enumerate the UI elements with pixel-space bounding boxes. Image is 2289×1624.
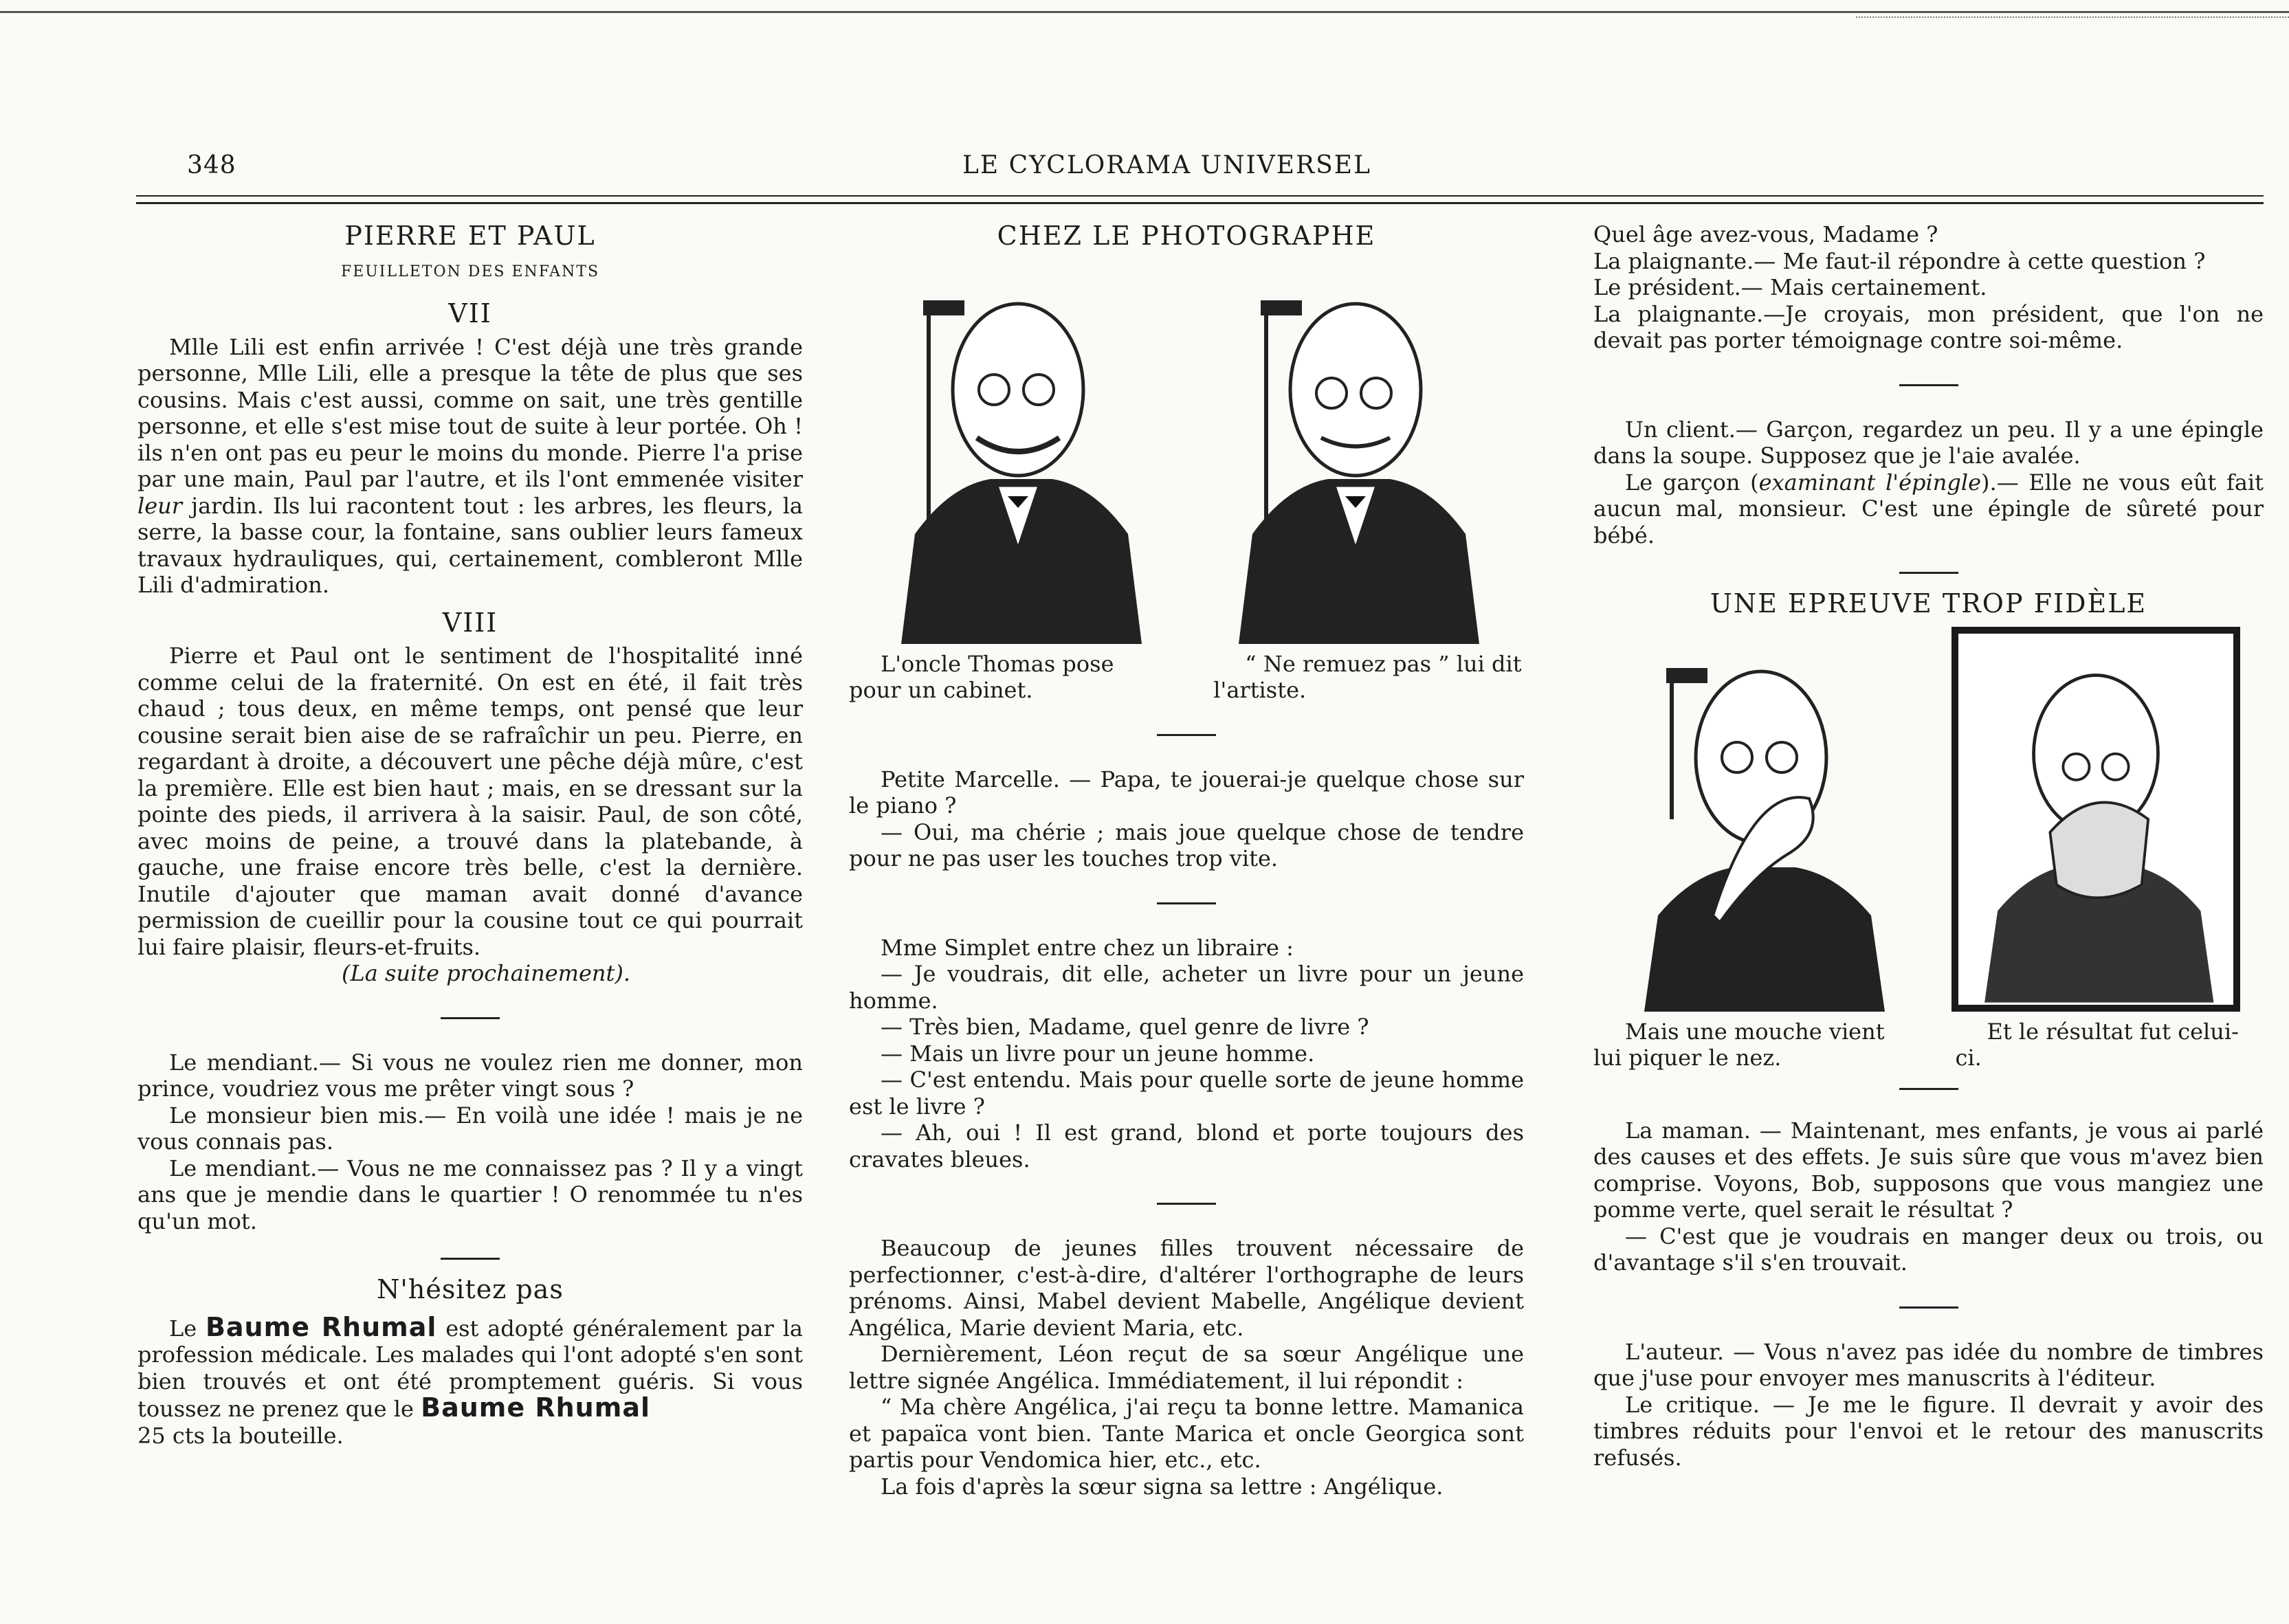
caption-row: [1593, 1019, 2264, 1071]
anecdote-line: Le monsieur bien mis.— En voilà une idée ! mais je ne vous connais pas.: [137, 1102, 803, 1155]
anecdote-line: Le président.— Mais certainement.: [1593, 274, 1987, 300]
anecdote-line: “ Ma chère Angélica, j'ai reçu ta bonne lettre. Mamanica et papaïca vont bien. Tante Marica et oncle Georgica sont partis pour Vendomica hier, etc., etc.: [849, 1394, 1524, 1473]
anecdote-line: Petite Marcelle. — Papa, te jouerai-je quelque chose sur le piano ?: [849, 766, 1524, 819]
text-run: Le garçon (: [1625, 469, 1759, 496]
chapter-paragraph: Pierre et Paul ont le sentiment de l'hospitalité inné comme celui de la fraternité. On est en été, il fait très chaud ; tous deux, en même temps, ont pensé que leur cousine serait bien aise de se rafraîchir un peu. Pierre, en regardant à droite, a découvert une pêche déjà mûre, c'est la première. Elle est bien haut ; mais, en se dressant sur la pointe des pieds, il arrivera à la saisir. Paul, de son côté, avec moins de peine, a trouvé dans la platebande, à gauche, une fraise encore très belle, c'est la dernière. Inutile d'ajouter que maman avait donné d'avance permission de cueillir pour la cousine tout ce qui pourrait lui faire plaisir, fleurs-et-fruits.: [137, 643, 803, 960]
brand-name: Baume Rhumal: [205, 1311, 437, 1342]
brand-name: Baume Rhumal: [421, 1392, 650, 1423]
anecdote-line: La plaignante.—Je croyais, mon président, que l'on ne devait pas porter témoignage contre soi-même.: [1593, 300, 2264, 353]
anecdote-line: L'auteur. — Vous n'avez pas idée du nombre de timbres que j'use pour envoyer mes manuscrits à l'éditeur.: [1593, 1338, 2264, 1391]
column-left: [137, 221, 803, 1449]
text-run: ).— Elle ne vous eût fait aucun mal, monsieur. C'est une épingle de sûreté pour bébé.: [1593, 469, 2264, 548]
anecdote-line: La fois d'après la sœur signa sa lettre : Angélique.: [881, 1473, 1444, 1500]
anecdote-line: Un client.— Garçon, regardez un peu. Il y a une épingle dans la soupe. Supposez que je l'aie avalée.: [1593, 416, 2264, 469]
man-with-fly-illustration: [1617, 627, 1905, 1012]
anecdote-line: Beaucoup de jeunes filles trouvent nécessaire de perfectionner, c'est-à-dire, d'altérer l'orthographe de leurs prénoms. Ainsi, Mabel devient Mabelle, Angélique devient Angélica, Marie devient Maria, etc.: [849, 1235, 1524, 1341]
separator: [1899, 1088, 1958, 1090]
top-dotted-rule: [1856, 16, 2289, 18]
column-right: [1593, 221, 2264, 1471]
anecdote-line: Mme Simplet entre chez un libraire :: [881, 934, 1294, 961]
illustration-row: [849, 259, 1524, 644]
chapter-heading: VII: [448, 298, 492, 329]
anecdote-line: Le critique. — Je me le figure. Il devrait y avoir des timbres réduits pour l'envoi et le retour des manuscrits refusés.: [1593, 1391, 2264, 1471]
header-rule-double: [136, 202, 2264, 204]
separator: [441, 1258, 500, 1260]
anecdote-line: Quel âge avez-vous, Madame ?: [1593, 221, 1938, 247]
italic-run: leur: [137, 492, 183, 519]
separator: [1157, 1203, 1216, 1205]
caption-left: L'oncle Thomas pose pour un cabinet.: [849, 650, 1114, 703]
separator: [1899, 1306, 1958, 1309]
advert-text: [137, 1311, 804, 1423]
caption-left: Mais une mouche vient lui piquer le nez.: [1593, 1018, 1885, 1071]
separator: [1899, 572, 1958, 574]
separator: [1157, 902, 1216, 904]
anecdote-line: — C'est entendu. Mais pour quelle sorte de jeune homme est le livre ?: [849, 1067, 1524, 1120]
anecdote-line: Le mendiant.— Vous ne me connaissez pas ? Il y a vingt ans que je mendie dans le quartier ! O renommée tu n'es qu'un mot.: [137, 1155, 803, 1234]
story-subtitle: FEUILLETON DES ENFANTS: [340, 263, 600, 280]
caption-right: Et le résultat fut celui-ci.: [1955, 1018, 2239, 1071]
page-number: 348: [187, 151, 236, 179]
anecdote-line: — Oui, ma chérie ; mais joue quelque chose de tendre pour ne pas user les touches trop vite.: [849, 819, 1524, 871]
text-run: est adopté généralement par la profession médicale. Les malades qui l'ont adopté s'en sont bien trouvés et ont été promptement guéris. Si vous toussez ne prenez que le: [137, 1315, 804, 1422]
section-title: CHEZ LE PHOTOGRAPHE: [997, 221, 1376, 251]
anecdote-line: Dernièrement, Léon reçut de sa sœur Angélique une lettre signée Angélica. Immédiatement, il lui répondit :: [849, 1341, 1524, 1394]
text-run: Mlle Lili est enfin arrivée ! C'est déjà une très grande personne, Mlle Lili, elle a presque la tête de plus que ses cousins. Mais c'est aussi, comme on sait, une très gentille personne, et elle s'est mise tout de suite à leur portée. Oh ! ils n'en ont pas eu peur le moins du monde. Pierre l'a prise par une main, Paul par l'autre, et ils l'ont emmenée visiter: [137, 333, 803, 492]
column-middle: [849, 221, 1524, 1500]
advert-heading: N'hésitez pas: [377, 1274, 564, 1304]
chapter-heading: VIII: [442, 607, 498, 638]
continued-note: (La suite prochainement).: [341, 960, 631, 986]
anecdote-line: — Je voudrais, dit elle, acheter un livre pour un jeune homme.: [849, 961, 1524, 1014]
header-rule: [136, 195, 2264, 197]
separator: [1899, 384, 1958, 386]
running-title: LE CYCLORAMA UNIVERSEL: [962, 151, 1371, 179]
anecdote-line: La plaignante.— Me faut-il répondre à cette question ?: [1593, 247, 2206, 274]
anecdote-line: — C'est que je voudrais en manger deux ou trois, ou d'avantage s'il s'en trouvait.: [1593, 1223, 2264, 1276]
blurred-photo-illustration: [1951, 627, 2240, 1012]
advert-price: 25 cts la bouteille.: [137, 1422, 344, 1449]
text-run: Le: [169, 1315, 206, 1342]
anecdote-line: — Mais un livre pour un jeune homme.: [881, 1040, 1315, 1067]
text-run: jardin. Ils lui racontent tout : les arbres, les fleurs, la serre, la basse cour, la fontaine, sans oublier leurs fameux travaux hydrauliques, qui, certainement, combleront Mlle Lili d'admiration.: [137, 492, 803, 598]
separator: [1157, 734, 1216, 736]
caption-right: “ Ne remuez pas ” lui dit l'artiste.: [1213, 650, 1522, 703]
illustration-row: [1593, 627, 2264, 1012]
italic-run: examinant l'épingle: [1758, 469, 1982, 496]
top-rule: [0, 11, 2289, 13]
anecdote-line: [1593, 469, 2264, 549]
section-title: UNE EPREUVE TROP FIDÈLE: [1710, 588, 2147, 619]
anecdote-line: — Ah, oui ! Il est grand, blond et porte toujours des cravates bleues.: [849, 1120, 1524, 1172]
separator: [441, 1017, 500, 1019]
uncle-thomas-illustration: [874, 259, 1162, 644]
chapter-paragraph: [137, 334, 803, 599]
anecdote-line: Le mendiant.— Si vous ne voulez rien me donner, mon prince, voudriez vous me prêter vingt sous ?: [137, 1049, 803, 1102]
story-title: PIERRE ET PAUL: [344, 221, 596, 251]
anecdote-line: — Très bien, Madame, quel genre de livre ?: [881, 1014, 1369, 1040]
anecdote-line: La maman. — Maintenant, mes enfants, je vous ai parlé des causes et des effets. Je suis sûre que vous m'avez bien comprise. Voyons, Bob, supposons que vous mangiez une pomme verte, quel serait le résultat ?: [1593, 1117, 2264, 1223]
caption-row: [849, 651, 1524, 704]
artist-speaking-illustration: [1211, 259, 1500, 644]
